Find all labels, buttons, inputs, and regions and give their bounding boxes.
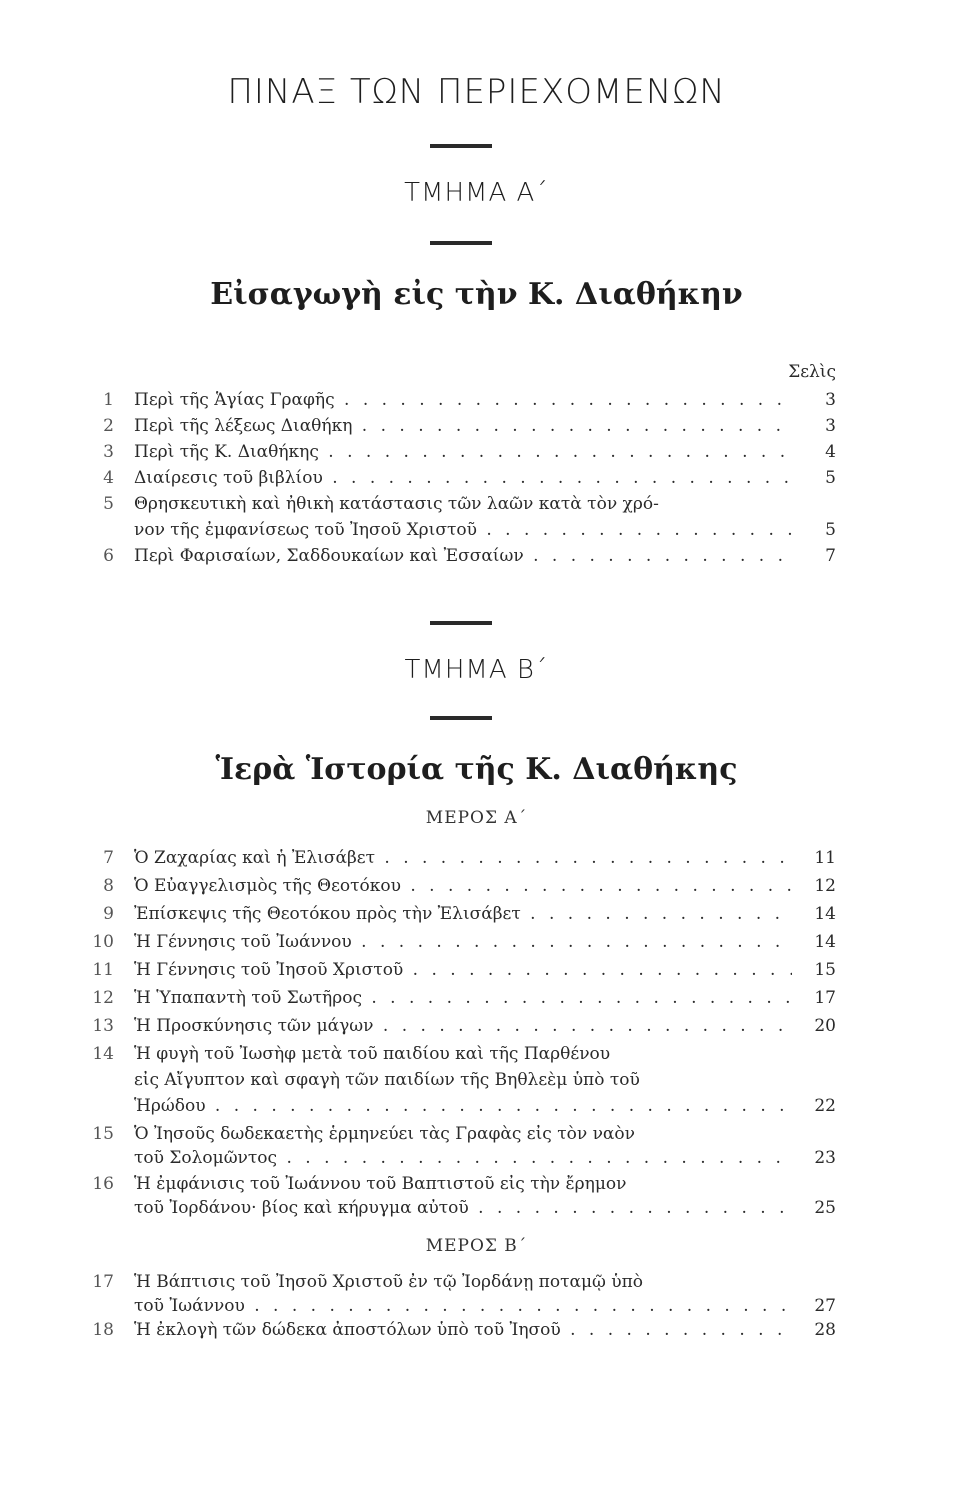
entry-title: Περὶ Φαρισαίων, Σαδδουκαίων καὶ Ἐσσαίων . . .	[134, 546, 792, 566]
toc-entry	[88, 932, 836, 956]
entry-title: Ἡ Γέννησις τοῦ Ἰησοῦ Χριστοῦ . . .	[134, 960, 792, 980]
section-b-subtitle: Ἱερὰ Ἱστορία τῆς Κ. Διαθήκης	[215, 752, 738, 787]
entry-page: 14	[814, 904, 836, 924]
toc-entry-continued	[88, 520, 836, 544]
entry-page: 5	[825, 520, 836, 540]
toc-entry-continued	[88, 1148, 836, 1172]
entry-page: 22	[814, 1096, 836, 1116]
entry-title: Περὶ τῆς Κ. Διαθήκης . . .	[134, 442, 792, 462]
entry-title: Θρησκευτικὴ καὶ ἠθικὴ κατάστασις τῶν λαῶν κατὰ τὸν χρό-	[134, 494, 659, 514]
entry-number: 13	[92, 1016, 114, 1036]
entry-title: Ἡ Γέννησις τοῦ Ἰωάννου . . .	[134, 932, 792, 952]
entry-number: 15	[92, 1124, 114, 1144]
entry-page: 14	[814, 932, 836, 952]
entry-page: 4	[825, 442, 836, 462]
toc-entry	[88, 1174, 836, 1198]
entry-number: 10	[92, 932, 114, 952]
toc-entry	[88, 988, 836, 1012]
part-a-heading: ΜΕΡΟΣ Α΄	[425, 808, 528, 828]
entry-page: 28	[814, 1320, 836, 1340]
toc-entry	[88, 904, 836, 928]
entry-title: Ἐπίσκεψις τῆς Θεοτόκου πρὸς τὴν Ἐλισάβετ . . .	[134, 904, 792, 924]
toc-entry	[88, 442, 836, 466]
entry-title: Ἡ Προσκύνησις τῶν μάγων . . .	[134, 1016, 792, 1036]
entry-number: 11	[92, 960, 114, 980]
entry-title: Ὁ Ζαχαρίας καὶ ἡ Ἐλισάβετ . . .	[134, 848, 792, 868]
entry-title: Ὁ Εὐαγγελισμὸς τῆς Θεοτόκου . . .	[134, 876, 792, 896]
toc-entry	[88, 1044, 836, 1068]
toc-section-b-part-a	[88, 848, 836, 1228]
toc-entry	[88, 876, 836, 900]
toc-entry-continued	[88, 1096, 836, 1120]
entry-page: 12	[814, 876, 836, 896]
toc-entry	[88, 494, 836, 518]
entry-title-continued: τοῦ Ἰορδάνου· βίος καὶ κήρυγμα αὐτοῦ . . .	[134, 1198, 792, 1218]
page-title: ΠΙΝΑΞ ΤΩΝ ΠΕΡΙΕΧΟΜΕΝΩΝ	[227, 72, 726, 112]
toc-entry	[88, 416, 836, 440]
toc-entry-continued	[88, 1198, 836, 1222]
entry-number: 14	[92, 1044, 114, 1064]
section-b-heading: ΤΜΗΜΑ Β΄	[404, 655, 549, 685]
entry-number: 12	[92, 988, 114, 1008]
entry-number: 6	[103, 546, 114, 566]
entry-number: 16	[92, 1174, 114, 1194]
entry-title-continued: εἰς Αἴγυπτον καὶ σφαγὴ τῶν παιδίων τῆς Βηθλεὲμ ὑπὸ τοῦ	[134, 1070, 640, 1090]
entry-page: 3	[825, 416, 836, 436]
section-a-subtitle: Εἰσαγωγὴ εἰς τὴν Κ. Διαθήκην	[210, 277, 743, 312]
entry-page: 20	[814, 1016, 836, 1036]
entry-title: Ὁ Ἰησοῦς δωδεκαετὴς ἑρμηνεύει τὰς Γραφὰς εἰς τὸν ναὸν	[134, 1124, 635, 1144]
toc-entry	[88, 1272, 836, 1296]
toc-entry	[88, 546, 836, 570]
entry-number: 2	[103, 416, 114, 436]
entry-number: 4	[103, 468, 114, 488]
entry-title: Ἡ φυγὴ τοῦ Ἰωσὴφ μετὰ τοῦ παιδίου καὶ τῆς Παρθένου	[134, 1044, 611, 1064]
toc-entry	[88, 1124, 836, 1148]
toc-entry	[88, 960, 836, 984]
toc-entry-continued	[88, 1070, 836, 1094]
entry-page: 5	[825, 468, 836, 488]
entry-page: 27	[814, 1296, 836, 1316]
entry-title-continued: Ἡρώδου . . .	[134, 1096, 792, 1116]
entry-number: 18	[92, 1320, 114, 1340]
entry-title: Διαίρεσις τοῦ βιβλίου . . .	[134, 468, 792, 488]
entry-page: 15	[814, 960, 836, 980]
entry-title: Ἡ ἐμφάνισις τοῦ Ἰωάννου τοῦ Βαπτιστοῦ εἰς τὴν ἔρημον	[134, 1174, 627, 1194]
divider	[430, 621, 492, 625]
entry-title-continued: τοῦ Σολομῶντος . . .	[134, 1148, 792, 1168]
toc-entry	[88, 1320, 836, 1344]
page-column-label: Σελὶς	[788, 362, 836, 382]
entry-title: Περὶ τῆς λέξεως Διαθήκη . . .	[134, 416, 792, 436]
entry-number: 7	[103, 848, 114, 868]
entry-number: 1	[103, 390, 114, 410]
divider	[430, 241, 492, 245]
entry-title-continued: τοῦ Ἰωάννου . . .	[134, 1296, 792, 1316]
toc-entry	[88, 848, 836, 872]
entry-page: 3	[825, 390, 836, 410]
entry-title: Ἡ ἐκλογὴ τῶν δώδεκα ἀποστόλων ὑπὸ τοῦ Ἰησοῦ . . .	[134, 1320, 792, 1340]
entry-page: 25	[814, 1198, 836, 1218]
divider	[430, 144, 492, 148]
toc-entry	[88, 1016, 836, 1040]
part-b-heading: ΜΕΡΟΣ Β΄	[425, 1236, 528, 1256]
entry-number: 9	[103, 904, 114, 924]
toc-entry-continued	[88, 1296, 836, 1320]
entry-title: Ἡ Ὑπαπαντὴ τοῦ Σωτῆρος . . .	[134, 988, 792, 1008]
entry-title: Ἡ Βάπτισις τοῦ Ἰησοῦ Χριστοῦ ἐν τῷ Ἰορδάνῃ ποταμῷ ὑπὸ	[134, 1272, 644, 1292]
divider	[430, 716, 492, 720]
toc-entry	[88, 468, 836, 492]
toc-section-b-part-b	[88, 1272, 836, 1352]
entry-number: 3	[103, 442, 114, 462]
entry-page: 11	[814, 848, 836, 868]
entry-page: 17	[814, 988, 836, 1008]
entry-page: 23	[814, 1148, 836, 1168]
entry-title-continued: νον τῆς ἐμφανίσεως τοῦ Ἰησοῦ Χριστοῦ . . .	[134, 520, 792, 540]
section-a-heading: ΤΜΗΜΑ Α΄	[404, 178, 549, 208]
toc-section-a	[88, 362, 836, 602]
entry-page: 7	[825, 546, 836, 566]
entry-number: 8	[103, 876, 114, 896]
toc-entry	[88, 390, 836, 414]
entry-number: 17	[92, 1272, 114, 1292]
entry-title: Περὶ τῆς Ἁγίας Γραφῆς . . .	[134, 390, 792, 410]
entry-number: 5	[103, 494, 114, 514]
